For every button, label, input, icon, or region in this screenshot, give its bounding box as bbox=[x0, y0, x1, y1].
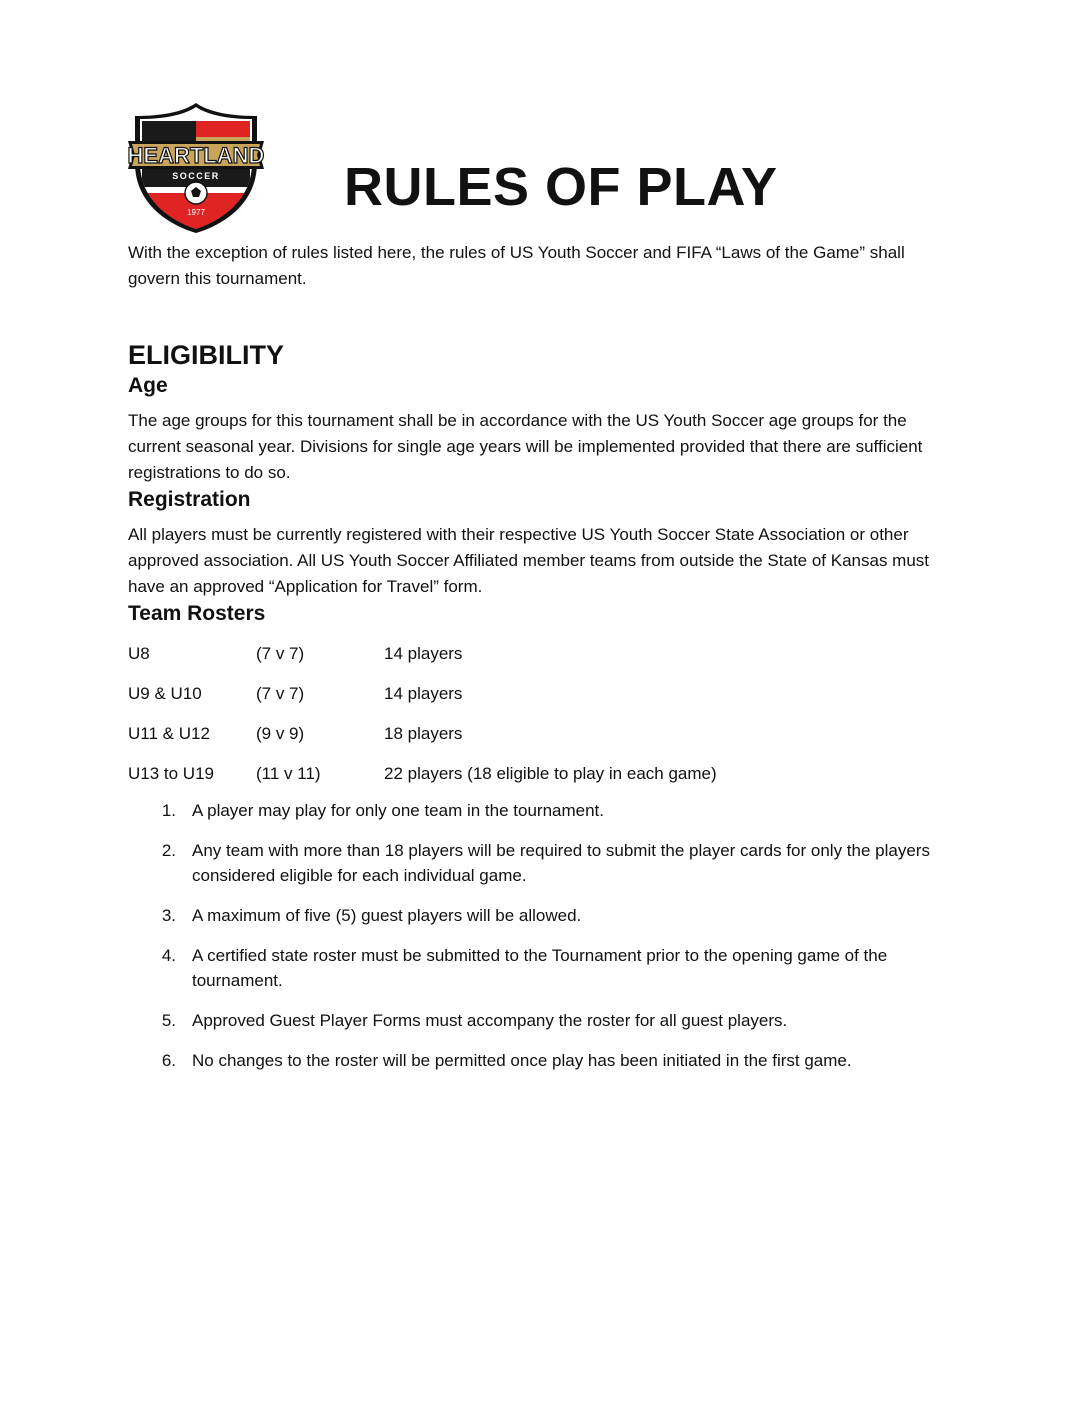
age-paragraph: The age groups for this tournament shall be in accordance with the US Youth Soccer age groups for the current seasonal year. Divisions for single age years will be implemented provided that there are sufficient registrations to do so. bbox=[128, 411, 923, 482]
age-group-cell: U8 bbox=[128, 644, 150, 663]
format-cell: (7 v 7) bbox=[256, 684, 305, 703]
list-item bbox=[128, 1008, 958, 1033]
table-row bbox=[128, 714, 717, 754]
list-number: 1. bbox=[161, 801, 176, 820]
list-item bbox=[128, 1048, 958, 1073]
table-row bbox=[128, 634, 717, 674]
logo-year: 1977 bbox=[187, 208, 205, 217]
registration-paragraph: All players must be currently registered with their respective US Youth Soccer State Association or other approved association. All US Youth Soccer Affiliated member teams from outside the State of Kansas must have an approved “Application for Travel” form. bbox=[128, 525, 930, 596]
list-text: A certified state roster must be submitted to the Tournament prior to the opening game of the tournament. bbox=[192, 946, 888, 990]
document-body bbox=[128, 240, 958, 1088]
page-title: RULES OF PLAY bbox=[344, 157, 778, 217]
list-number: 2. bbox=[161, 841, 176, 860]
list-text: No changes to the roster will be permitted once play has been initiated in the first game. bbox=[192, 1051, 852, 1070]
list-text: A maximum of five (5) guest players will be allowed. bbox=[192, 906, 582, 925]
table-row bbox=[128, 674, 717, 714]
players-cell: 14 players bbox=[384, 684, 463, 703]
players-cell: 14 players bbox=[384, 644, 463, 663]
list-number: 4. bbox=[161, 946, 176, 965]
list-item bbox=[128, 943, 958, 993]
players-cell: 22 players (18 eligible to play in each game) bbox=[384, 764, 717, 783]
list-text: Approved Guest Player Forms must accompany the roster for all guest players. bbox=[192, 1011, 788, 1030]
rosters-table bbox=[128, 634, 717, 794]
table-row bbox=[128, 754, 717, 794]
list-item bbox=[128, 903, 958, 928]
heartland-soccer-logo bbox=[126, 101, 266, 233]
logo-text: HEARTLAND bbox=[127, 143, 265, 168]
age-group-cell: U11 & U12 bbox=[128, 724, 210, 743]
list-text: A player may play for only one team in the tournament. bbox=[192, 801, 605, 820]
players-cell: 18 players bbox=[384, 724, 463, 743]
intro-paragraph: With the exception of rules listed here, the rules of US Youth Soccer and FIFA “Laws of the Game” shall govern this tournament. bbox=[128, 243, 905, 288]
roster-rules-list bbox=[128, 798, 958, 1073]
format-cell: (9 v 9) bbox=[256, 724, 305, 743]
team-rosters-heading: Team Rosters bbox=[128, 602, 266, 625]
age-heading: Age bbox=[128, 374, 168, 397]
format-cell: (11 v 11) bbox=[256, 764, 321, 783]
eligibility-heading: ELIGIBILITY bbox=[128, 340, 285, 370]
age-group-cell: U9 & U10 bbox=[128, 684, 202, 703]
list-item bbox=[128, 798, 958, 823]
list-text: Any team with more than 18 players will be required to submit the player cards for only the players considered eligible for each individual game. bbox=[192, 841, 930, 885]
list-number: 6. bbox=[161, 1051, 176, 1070]
age-group-cell: U13 to U19 bbox=[128, 764, 214, 783]
list-number: 5. bbox=[161, 1011, 176, 1030]
list-number: 3. bbox=[161, 906, 176, 925]
logo-subtext: SOCCER bbox=[172, 171, 220, 181]
list-item bbox=[128, 838, 958, 888]
format-cell: (7 v 7) bbox=[256, 644, 305, 663]
registration-heading: Registration bbox=[128, 488, 251, 511]
